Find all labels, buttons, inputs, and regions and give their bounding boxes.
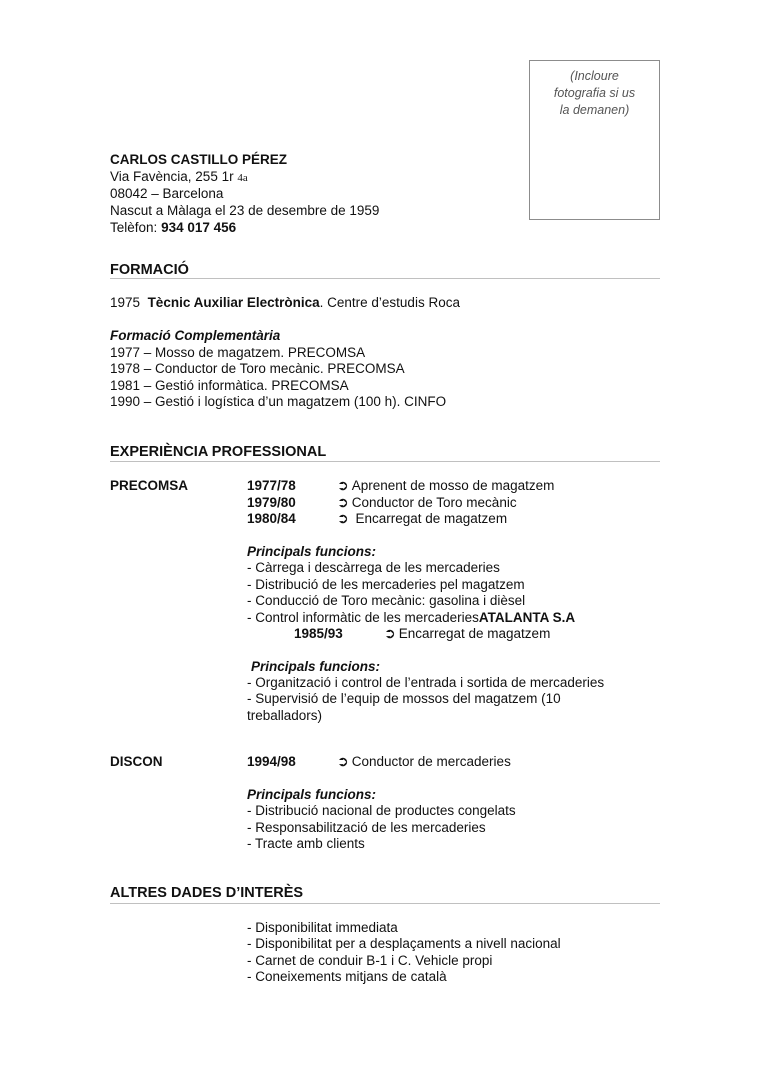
- period-role-text: Conductor de Toro mecànic: [351, 495, 517, 510]
- period-role: [337, 494, 517, 511]
- section-title-experiencia: EXPERIÈNCIA PROFESSIONAL: [110, 444, 327, 460]
- main-education-degree: Tècnic Auxiliar Electrònica: [147, 295, 320, 310]
- function-item-with-company: [247, 609, 575, 626]
- arrow-icon: ➲: [337, 753, 349, 769]
- photo-placeholder: [529, 60, 660, 220]
- birth-info: Nascut a Màlaga el 23 de desembre de 1959: [110, 203, 380, 218]
- other-item: - Disponibilitat per a desplaçaments a nivell nacional: [247, 936, 561, 951]
- address-suffix: 4a: [237, 172, 248, 184]
- section-divider: [110, 903, 660, 904]
- period-role: [384, 625, 550, 642]
- function-item: - Càrrega i descàrrega de les mercaderies: [247, 560, 500, 575]
- candidate-name: CARLOS CASTILLO PÉREZ: [110, 152, 288, 167]
- other-item: - Carnet de conduir B-1 i C. Vehicle propi: [247, 953, 493, 968]
- arrow-icon: ➲: [337, 477, 349, 493]
- functions-title: Principals funcions:: [251, 659, 381, 674]
- arrow-icon: ➲: [337, 494, 349, 510]
- function-item: - Distribució nacional de productes congelats: [247, 803, 516, 818]
- function-item: - Organització i control de l’entrada i sortida de mercaderies: [247, 675, 605, 690]
- section-title-formacio: FORMACIÓ: [110, 262, 189, 278]
- company-discon: DISCON: [110, 754, 163, 769]
- function-item: - Responsabilització de les mercaderies: [247, 820, 486, 835]
- company-precomsa: PRECOMSA: [110, 478, 189, 493]
- city: 08042 – Barcelona: [110, 186, 224, 201]
- other-item: - Disponibilitat immediata: [247, 920, 398, 935]
- photo-note-line: fotografia si us: [553, 86, 636, 100]
- arrow-icon: ➲: [384, 625, 396, 641]
- section-divider: [110, 278, 660, 279]
- arrow-icon: ➲: [337, 510, 349, 526]
- phone-number: 934 017 456: [161, 220, 237, 235]
- period-years: 1985/93: [294, 626, 343, 641]
- functions-title: Principals funcions:: [247, 787, 377, 802]
- main-education-year: 1975: [110, 295, 141, 310]
- functions-title: Principals funcions:: [247, 544, 377, 559]
- period-role-text: Aprenent de mosso de magatzem: [351, 478, 555, 493]
- period-role-text: Encarregat de magatzem: [398, 626, 551, 641]
- photo-note-line: la demanen): [559, 103, 630, 117]
- phone-label: Telèfon:: [110, 220, 158, 235]
- section-divider: [110, 461, 660, 462]
- main-education-school: . Centre d’estudis Roca: [319, 295, 460, 310]
- complementary-item: 1977 – Mosso de magatzem. PRECOMSA: [110, 345, 366, 360]
- period-years: 1977/78: [247, 478, 296, 493]
- period-role-text: Conductor de mercaderies: [351, 754, 511, 769]
- period-years: 1980/84: [247, 511, 296, 526]
- main-education: [110, 294, 460, 311]
- complementary-item: 1978 – Conductor de Toro mecànic. PRECOMSA: [110, 361, 405, 376]
- period-role: [337, 477, 554, 494]
- other-item: - Coneixements mitjans de català: [247, 969, 447, 984]
- period-years: 1979/80: [247, 495, 296, 510]
- period-years: 1994/98: [247, 754, 296, 769]
- company-atalanta: ATALANTA S.A: [478, 610, 576, 625]
- section-title-altres: ALTRES DADES D’INTERÈS: [110, 885, 304, 901]
- complementary-item: 1990 – Gestió i logística d’un magatzem (100 h). CINFO: [110, 394, 447, 409]
- function-item: - Control informàtic de les mercaderies: [247, 610, 479, 625]
- complementary-title: Formació Complementària: [110, 328, 281, 343]
- function-item: - Tracte amb clients: [247, 836, 365, 851]
- function-item: - Distribució de les mercaderies pel magatzem: [247, 577, 525, 592]
- period-role: [337, 753, 511, 770]
- period-role: [337, 510, 507, 527]
- phone: [110, 219, 236, 236]
- function-item: - Supervisió de l’equip de mossos del magatzem (10: [247, 691, 561, 706]
- function-item: treballadors): [247, 708, 323, 723]
- photo-note-line: (Incloure: [570, 69, 619, 83]
- complementary-item: 1981 – Gestió informàtica. PRECOMSA: [110, 378, 349, 393]
- function-item: - Conducció de Toro mecànic: gasolina i dièsel: [247, 593, 526, 608]
- address-main: Via Favència, 255 1r: [110, 169, 234, 184]
- period-role-text: Encarregat de magatzem: [351, 511, 508, 526]
